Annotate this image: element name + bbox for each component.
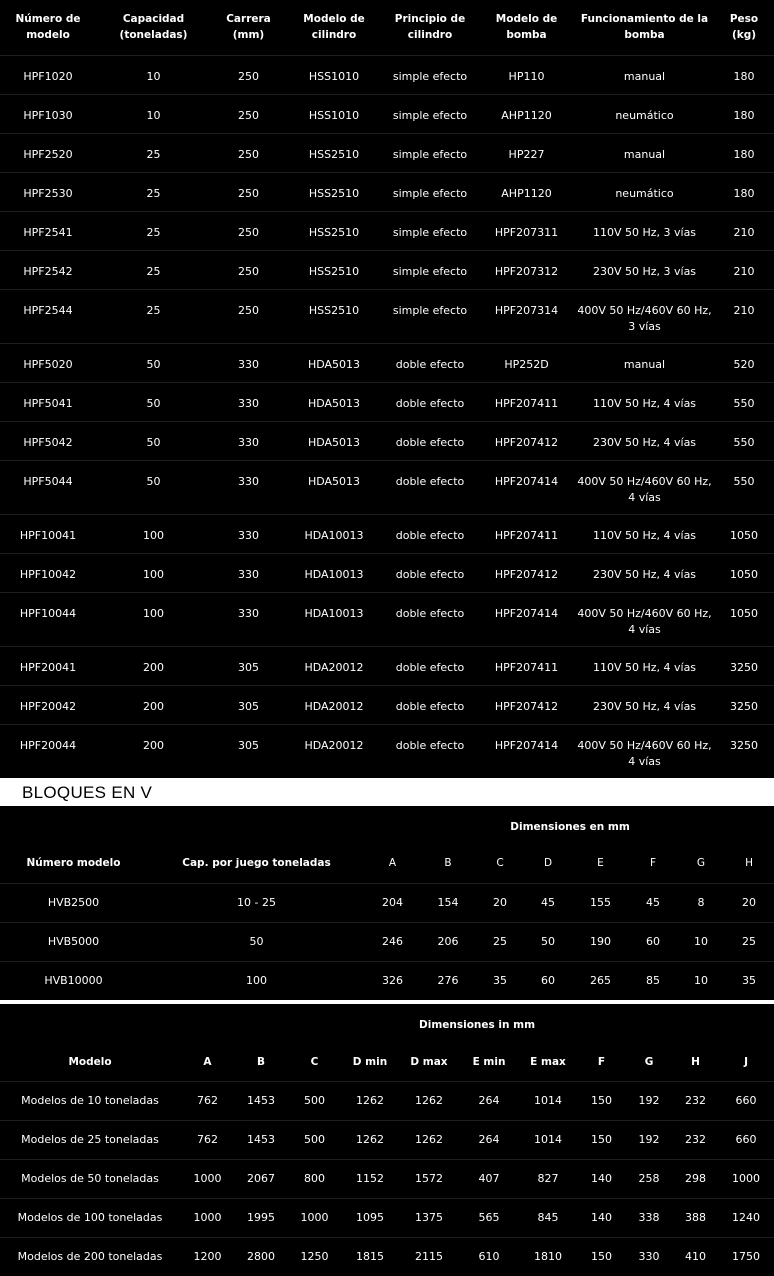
table-cell: simple efecto xyxy=(382,94,478,133)
table-cell: 305 xyxy=(211,685,286,724)
table-cell: 190 xyxy=(573,922,628,961)
table-row xyxy=(0,592,774,646)
table-cell: 1810 xyxy=(518,1237,578,1276)
table-cell: AHP1120 xyxy=(478,172,575,211)
table-cell: 45 xyxy=(523,883,573,922)
table-cell: 50 xyxy=(96,382,211,421)
table-cell: neumático xyxy=(575,172,714,211)
table-cell: HPF10041 xyxy=(0,514,96,553)
table-cell: HSS2510 xyxy=(286,133,382,172)
table-cell: 800 xyxy=(287,1159,342,1198)
table-cell: 550 xyxy=(714,421,774,460)
table-cell: 330 xyxy=(211,382,286,421)
table-cell: HPF207412 xyxy=(478,421,575,460)
table-cell: 250 xyxy=(211,250,286,289)
table-cell: HPF2542 xyxy=(0,250,96,289)
table-cell: HPF207412 xyxy=(478,553,575,592)
table-cell: 246 xyxy=(366,922,419,961)
table-cell: 845 xyxy=(518,1198,578,1237)
table-cell: HPF10044 xyxy=(0,592,96,646)
table-cell: 180 xyxy=(714,55,774,94)
table-cell: 258 xyxy=(625,1159,673,1198)
table-cell: HPF1020 xyxy=(0,55,96,94)
table-cell: 230V 50 Hz, 4 vías xyxy=(575,685,714,724)
header-modelo-bomba: Modelo de bomba xyxy=(495,13,558,41)
header-funcionamiento-bomba: Funcionamiento de la bomba xyxy=(580,13,709,41)
table-cell: doble efecto xyxy=(382,421,478,460)
table-cell: 305 xyxy=(211,724,286,778)
table-cell: 232 xyxy=(673,1120,718,1159)
table-cell: HPF5020 xyxy=(0,343,96,382)
table-cell: 1262 xyxy=(342,1081,398,1120)
table-cell: HDA20012 xyxy=(286,724,382,778)
table-cell: 10 - 25 xyxy=(147,883,366,922)
table-cell: HDA5013 xyxy=(286,460,382,514)
table-row xyxy=(0,514,774,553)
header-modelo-cilindro: Modelo de cilindro xyxy=(303,13,365,41)
table-cell: doble efecto xyxy=(382,460,478,514)
table-cell: 10 xyxy=(678,961,724,1000)
table-cell: 1000 xyxy=(180,1198,235,1237)
table-cell: HPF2544 xyxy=(0,289,96,343)
header-g: G xyxy=(696,857,706,869)
table-cell: 1262 xyxy=(398,1081,460,1120)
table-cell: 230V 50 Hz, 3 vías xyxy=(575,250,714,289)
table-cell: 35 xyxy=(724,961,774,1000)
table-cell: manual xyxy=(575,343,714,382)
table-cell: 762 xyxy=(180,1081,235,1120)
table-cell: 550 xyxy=(714,460,774,514)
table-cell: 250 xyxy=(211,172,286,211)
table-cell: HVB2500 xyxy=(0,883,147,922)
v-blocks-table xyxy=(0,806,774,1000)
table-cell: 192 xyxy=(625,1120,673,1159)
table-cell: 2115 xyxy=(398,1237,460,1276)
table-cell: 1000 xyxy=(287,1198,342,1237)
table-cell: 500 xyxy=(287,1081,342,1120)
table-cell: HP252D xyxy=(478,343,575,382)
table-row xyxy=(0,724,774,778)
table-cell: 250 xyxy=(211,133,286,172)
table-cell: AHP1120 xyxy=(478,94,575,133)
model-dimensions-table xyxy=(0,1004,774,1276)
table-cell: HP227 xyxy=(478,133,575,172)
table-cell: simple efecto xyxy=(382,289,478,343)
table-cell: HPF207411 xyxy=(478,382,575,421)
table-cell: HPF20041 xyxy=(0,646,96,685)
table-cell: 250 xyxy=(211,55,286,94)
table-cell: manual xyxy=(575,55,714,94)
header-e: E xyxy=(597,857,604,869)
table-cell: 230V 50 Hz, 4 vías xyxy=(575,421,714,460)
table-row xyxy=(0,421,774,460)
table-cell: 25 xyxy=(96,133,211,172)
table-cell: HPF5041 xyxy=(0,382,96,421)
header-e-max: E max xyxy=(530,1056,566,1068)
table-row xyxy=(0,1198,774,1237)
table-cell: 330 xyxy=(211,514,286,553)
table-cell: 100 xyxy=(147,961,366,1000)
table-cell: 250 xyxy=(211,94,286,133)
table-cell: 298 xyxy=(673,1159,718,1198)
table-cell: 10 xyxy=(678,922,724,961)
table-cell: 110V 50 Hz, 4 vías xyxy=(575,646,714,685)
table-cell: 110V 50 Hz, 4 vías xyxy=(575,382,714,421)
header-peso: Peso (kg) xyxy=(729,13,759,41)
table-cell: 388 xyxy=(673,1198,718,1237)
table-cell: 330 xyxy=(625,1237,673,1276)
table-cell: doble efecto xyxy=(382,382,478,421)
table-cell: HPF207412 xyxy=(478,685,575,724)
table-row xyxy=(0,1081,774,1120)
table-cell: 250 xyxy=(211,211,286,250)
table-cell: 25 xyxy=(724,922,774,961)
table-cell: 192 xyxy=(625,1081,673,1120)
table-cell: 1453 xyxy=(235,1081,287,1120)
table-row xyxy=(0,1237,774,1276)
header-d-max: D max xyxy=(410,1056,448,1068)
table-cell: 1375 xyxy=(398,1198,460,1237)
table-cell: 410 xyxy=(673,1237,718,1276)
header-a: A xyxy=(203,1056,212,1068)
table-cell: HPF10042 xyxy=(0,553,96,592)
table-cell: 232 xyxy=(673,1081,718,1120)
table-cell: HDA20012 xyxy=(286,685,382,724)
table-row xyxy=(0,382,774,421)
table-cell: 3250 xyxy=(714,685,774,724)
table-cell: 25 xyxy=(96,289,211,343)
header-h: H xyxy=(745,857,753,869)
table-cell: 1815 xyxy=(342,1237,398,1276)
table-cell: 330 xyxy=(211,553,286,592)
table-cell: 8 xyxy=(678,883,724,922)
table-row xyxy=(0,289,774,343)
table-row xyxy=(0,460,774,514)
table-cell: manual xyxy=(575,133,714,172)
table-row xyxy=(0,646,774,685)
table-row xyxy=(0,133,774,172)
table-cell: HDA20012 xyxy=(286,646,382,685)
table-cell: HDA10013 xyxy=(286,553,382,592)
header-f: F xyxy=(649,857,657,869)
table-cell: HPF207414 xyxy=(478,460,575,514)
table-cell: 210 xyxy=(714,250,774,289)
table-cell: 154 xyxy=(419,883,477,922)
table-cell: HPF2530 xyxy=(0,172,96,211)
table-cell: 60 xyxy=(628,922,678,961)
table-cell: 264 xyxy=(460,1081,518,1120)
table-cell: 200 xyxy=(96,724,211,778)
table-cell: 50 xyxy=(96,343,211,382)
header-principio-cilindro: Principio de cilindro xyxy=(394,13,466,41)
table-cell: 326 xyxy=(366,961,419,1000)
table-header-row xyxy=(0,844,774,883)
table-cell: simple efecto xyxy=(382,211,478,250)
table-cell: HPF207414 xyxy=(478,724,575,778)
table-row xyxy=(0,1120,774,1159)
table-cell: simple efecto xyxy=(382,172,478,211)
table-cell: 20 xyxy=(477,883,523,922)
table-cell: 265 xyxy=(573,961,628,1000)
table-cell: HPF207414 xyxy=(478,592,575,646)
table-cell: 660 xyxy=(718,1120,774,1159)
header-capacidad-juego: Cap. por juego toneladas xyxy=(182,857,331,869)
dimension-header-row xyxy=(0,806,774,844)
table-cell: 50 xyxy=(96,421,211,460)
table-cell: 1014 xyxy=(518,1120,578,1159)
table-cell: 140 xyxy=(578,1198,625,1237)
table-cell: 827 xyxy=(518,1159,578,1198)
header-g: G xyxy=(644,1056,654,1068)
table-cell: 330 xyxy=(211,460,286,514)
table-cell: 3250 xyxy=(714,724,774,778)
table-cell: doble efecto xyxy=(382,553,478,592)
table-row xyxy=(0,94,774,133)
table-cell: HSS2510 xyxy=(286,172,382,211)
table-cell: HPF20042 xyxy=(0,685,96,724)
table-cell: 250 xyxy=(211,289,286,343)
table-row xyxy=(0,961,774,1000)
table-cell: HPF5042 xyxy=(0,421,96,460)
table-cell: HPF20044 xyxy=(0,724,96,778)
header-h: H xyxy=(691,1056,700,1068)
table-header-row xyxy=(0,1043,774,1081)
table-cell: 500 xyxy=(287,1120,342,1159)
table-cell: 338 xyxy=(625,1198,673,1237)
table-cell: simple efecto xyxy=(382,55,478,94)
table-cell: HDA10013 xyxy=(286,592,382,646)
table-cell: 180 xyxy=(714,172,774,211)
table-cell: Modelos de 25 toneladas xyxy=(0,1120,180,1159)
table-cell: Modelos de 200 toneladas xyxy=(0,1237,180,1276)
table-cell: 10 xyxy=(96,55,211,94)
table-cell: 204 xyxy=(366,883,419,922)
table-cell: 1200 xyxy=(180,1237,235,1276)
table-cell: 1750 xyxy=(718,1237,774,1276)
table-cell: 1262 xyxy=(342,1120,398,1159)
table-cell: 100 xyxy=(96,514,211,553)
table-cell: 1095 xyxy=(342,1198,398,1237)
table-cell: Modelos de 50 toneladas xyxy=(0,1159,180,1198)
table-cell: 180 xyxy=(714,94,774,133)
table-header-row xyxy=(0,0,774,55)
section-title-bloques-en-v: BLOQUES EN V xyxy=(0,778,774,806)
table-row xyxy=(0,250,774,289)
table-cell: Modelos de 10 toneladas xyxy=(0,1081,180,1120)
table-cell: HSS2510 xyxy=(286,250,382,289)
table-cell: HSS1010 xyxy=(286,55,382,94)
table-cell: 60 xyxy=(523,961,573,1000)
table-cell: 1000 xyxy=(718,1159,774,1198)
table-cell: HPF207411 xyxy=(478,514,575,553)
table-cell: 400V 50 Hz/460V 60 Hz, 4 vías xyxy=(575,460,714,514)
table-cell: doble efecto xyxy=(382,514,478,553)
dimension-header-row xyxy=(0,1004,774,1043)
table-cell: HDA5013 xyxy=(286,421,382,460)
table-cell: 100 xyxy=(96,592,211,646)
header-f: F xyxy=(597,1056,606,1068)
table-cell: doble efecto xyxy=(382,685,478,724)
table-cell: 305 xyxy=(211,646,286,685)
table-cell: HPF207314 xyxy=(478,289,575,343)
table-cell: 200 xyxy=(96,646,211,685)
table-cell: simple efecto xyxy=(382,250,478,289)
table-cell: HDA5013 xyxy=(286,382,382,421)
table-cell: 10 xyxy=(96,94,211,133)
header-d-min: D min xyxy=(352,1056,388,1068)
header-c: C xyxy=(310,1056,319,1068)
table-cell: HPF207312 xyxy=(478,250,575,289)
table-cell: 210 xyxy=(714,211,774,250)
table-cell: 180 xyxy=(714,133,774,172)
header-modelo: Modelo xyxy=(68,1056,112,1068)
table-cell: 330 xyxy=(211,592,286,646)
table-cell: 1262 xyxy=(398,1120,460,1159)
table-cell: 25 xyxy=(96,211,211,250)
table-cell: 1050 xyxy=(714,553,774,592)
table-cell: 1453 xyxy=(235,1120,287,1159)
table-cell: 155 xyxy=(573,883,628,922)
table-cell: 200 xyxy=(96,685,211,724)
header-c: C xyxy=(496,857,504,869)
header-carrera: Carrera (mm) xyxy=(226,13,271,41)
table-cell: 1050 xyxy=(714,592,774,646)
table-row xyxy=(0,883,774,922)
table-cell: 210 xyxy=(714,289,774,343)
header-j: J xyxy=(744,1056,748,1068)
table-cell: 20 xyxy=(724,883,774,922)
table-cell: 206 xyxy=(419,922,477,961)
header-d: D xyxy=(543,857,553,869)
table-cell: HVB10000 xyxy=(0,961,147,1000)
table-cell: 550 xyxy=(714,382,774,421)
table-cell: Modelos de 100 toneladas xyxy=(0,1198,180,1237)
table-cell: 400V 50 Hz/460V 60 Hz, 4 vías xyxy=(575,724,714,778)
table-row xyxy=(0,553,774,592)
table-cell: 50 xyxy=(147,922,366,961)
dimension-header: Dimensiones en mm xyxy=(510,821,630,833)
table-cell: HSS2510 xyxy=(286,211,382,250)
table-row xyxy=(0,1159,774,1198)
table-cell: 150 xyxy=(578,1120,625,1159)
header-a: A xyxy=(388,857,397,869)
dimension-header: Dimensiones in mm xyxy=(419,1019,536,1031)
table-cell: HPF1030 xyxy=(0,94,96,133)
table-cell: HSS1010 xyxy=(286,94,382,133)
table-cell: 85 xyxy=(628,961,678,1000)
table-cell: 3250 xyxy=(714,646,774,685)
table-cell: 230V 50 Hz, 4 vías xyxy=(575,553,714,592)
table-cell: 407 xyxy=(460,1159,518,1198)
table-cell: HPF5044 xyxy=(0,460,96,514)
table-cell: 150 xyxy=(578,1237,625,1276)
header-numero-modelo: Número modelo xyxy=(26,857,121,869)
header-b: B xyxy=(256,1056,265,1068)
table-cell: HP110 xyxy=(478,55,575,94)
table-cell: 50 xyxy=(523,922,573,961)
table-cell: 330 xyxy=(211,421,286,460)
table-row xyxy=(0,55,774,94)
table-cell: doble efecto xyxy=(382,646,478,685)
table-cell: HPF2541 xyxy=(0,211,96,250)
header-numero-modelo: Número de modelo xyxy=(15,13,81,41)
table-cell: 100 xyxy=(96,553,211,592)
table-cell: 1014 xyxy=(518,1081,578,1120)
table-cell: 1572 xyxy=(398,1159,460,1198)
table-cell: 25 xyxy=(96,250,211,289)
table-cell: 276 xyxy=(419,961,477,1000)
table-cell: neumático xyxy=(575,94,714,133)
table-cell: 1995 xyxy=(235,1198,287,1237)
table-row xyxy=(0,922,774,961)
table-cell: 1000 xyxy=(180,1159,235,1198)
table-cell: HDA5013 xyxy=(286,343,382,382)
table-row xyxy=(0,172,774,211)
table-cell: 1050 xyxy=(714,514,774,553)
table-cell: 110V 50 Hz, 3 vías xyxy=(575,211,714,250)
table-cell: HPF207311 xyxy=(478,211,575,250)
table-cell: 2800 xyxy=(235,1237,287,1276)
table-cell: 1240 xyxy=(718,1198,774,1237)
table-cell: 762 xyxy=(180,1120,235,1159)
table-row xyxy=(0,211,774,250)
table-cell: doble efecto xyxy=(382,724,478,778)
table-cell: HPF2520 xyxy=(0,133,96,172)
table-cell: 150 xyxy=(578,1081,625,1120)
table-cell: 1152 xyxy=(342,1159,398,1198)
header-capacidad: Capacidad (toneladas) xyxy=(119,13,188,41)
header-e-min: E min xyxy=(472,1056,506,1068)
table-cell: 25 xyxy=(96,172,211,211)
table-cell: 610 xyxy=(460,1237,518,1276)
table-cell: 400V 50 Hz/460V 60 Hz, 4 vías xyxy=(575,592,714,646)
table-cell: doble efecto xyxy=(382,343,478,382)
table-cell: 400V 50 Hz/460V 60 Hz, 3 vías xyxy=(575,289,714,343)
table-cell: doble efecto xyxy=(382,592,478,646)
table-row xyxy=(0,685,774,724)
table-cell: 1250 xyxy=(287,1237,342,1276)
table-cell: 2067 xyxy=(235,1159,287,1198)
table-cell: HDA10013 xyxy=(286,514,382,553)
table-cell: 660 xyxy=(718,1081,774,1120)
table-cell: 264 xyxy=(460,1120,518,1159)
table-cell: 330 xyxy=(211,343,286,382)
table-row xyxy=(0,343,774,382)
table-cell: HPF207411 xyxy=(478,646,575,685)
table-cell: 140 xyxy=(578,1159,625,1198)
table-cell: 50 xyxy=(96,460,211,514)
header-b: B xyxy=(444,857,452,869)
table-cell: 110V 50 Hz, 4 vías xyxy=(575,514,714,553)
table-cell: 35 xyxy=(477,961,523,1000)
table-cell: 45 xyxy=(628,883,678,922)
table-cell: HVB5000 xyxy=(0,922,147,961)
table-cell: 520 xyxy=(714,343,774,382)
table-cell: 25 xyxy=(477,922,523,961)
table-cell: HSS2510 xyxy=(286,289,382,343)
table-cell: 565 xyxy=(460,1198,518,1237)
table-cell: simple efecto xyxy=(382,133,478,172)
